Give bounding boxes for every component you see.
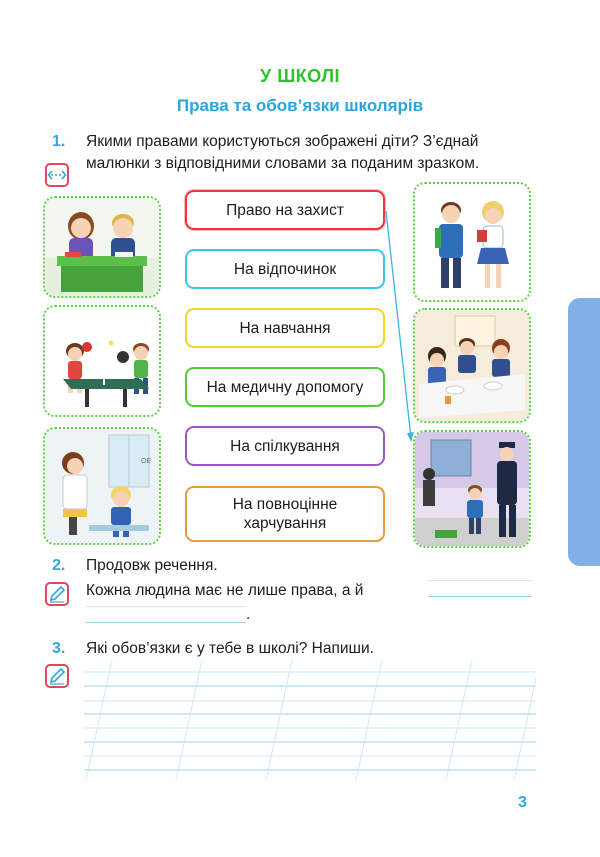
page-title: У ШКОЛІ	[260, 66, 340, 86]
task3-number: 3.	[52, 640, 66, 657]
task1-number: 1.	[52, 133, 66, 150]
page-subtitle: Права та обов’язки школярів	[176, 96, 424, 115]
answer-guide-line-2	[86, 606, 246, 607]
pencil-icon	[45, 664, 69, 688]
word-box-right-to-nutrition[interactable]: На повноцінне харчування	[185, 486, 385, 542]
task2-number: 2.	[52, 557, 66, 574]
writing-area[interactable]	[84, 660, 536, 780]
word-box-right-to-communication[interactable]: На спілкування	[185, 426, 385, 466]
answer-guide-line-1	[428, 580, 532, 581]
svg-text:OE: OE	[141, 458, 152, 465]
word-box-right-to-medical-care[interactable]: На медичну допомогу	[185, 367, 385, 407]
pencil-icon	[45, 582, 69, 606]
task3-question: Які обов’язки є у тебе в школі? Напиши.	[86, 640, 374, 657]
task2-sentence: Кожна людина має не лише права, а й	[86, 582, 364, 599]
word-box-right-to-rest[interactable]: На відпочинок	[185, 249, 385, 289]
page-number: 3	[518, 794, 527, 811]
task2-sentence-end: .	[246, 606, 251, 623]
answer-line-2[interactable]	[86, 622, 246, 623]
word-box-right-to-protection[interactable]: Право на захист	[185, 190, 385, 230]
word-box-right-to-education[interactable]: На навчання	[185, 308, 385, 348]
answer-line-1[interactable]	[428, 596, 532, 597]
task2-instruction: Продовж речення.	[86, 557, 218, 574]
task1-line1: Якими правами користуються зображені діти? З’єднай	[86, 133, 479, 150]
task1-line2: малюнки з відповідними словами за поданим зразком.	[86, 155, 480, 172]
